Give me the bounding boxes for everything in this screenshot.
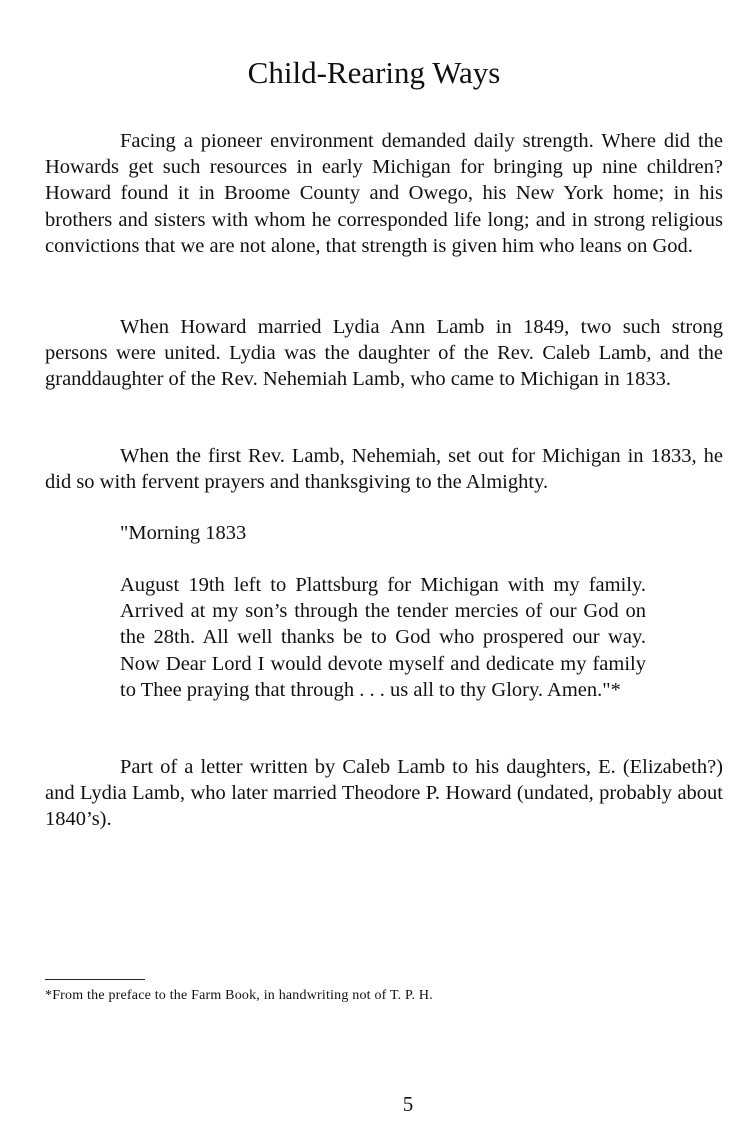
- page-number: 5: [402, 1092, 414, 1116]
- footnote: *From the preface to the Farm Book, in handwriting not of T. P. H.: [45, 988, 433, 1003]
- quote-heading: "Morning 1833: [120, 522, 247, 544]
- body-paragraph-1-text: Facing a pioneer environment demanded daily strength. Where did the Howards get such resources in early Michigan for bringing up nine children? Howard found it in Broome County and Owego, his New York home; in his brothers and sisters with whom he corresponded life long; and in strong religious convictions that we are not alone, that strength is given him who leans on God.: [45, 130, 723, 257]
- closing-paragraph-text: Part of a letter written by Caleb Lamb to his daughters, E. (Elizabeth?) and Lydia Lamb, who later married Theodore P. Howard (undated, probably about 1840’s).: [45, 756, 723, 831]
- body-paragraph-3-text: When the first Rev. Lamb, Nehemiah, set out for Michigan in 1833, he did so with fervent prayers and thanksgiving to the Almighty.: [45, 445, 723, 494]
- page-title: Child-Rearing Ways: [247, 55, 501, 90]
- body-paragraph-2: [45, 314, 723, 393]
- quote-body: August 19th left to Plattsburg for Michigan with my family. Arrived at my son’s through the tender mercies of our God on the 28th. All well thanks be to God who prospered our way. Now Dear Lord I would devote myself and dedicate my family to Thee praying that through . . . us all to thy Glory. Amen."*: [120, 574, 646, 701]
- closing-paragraph: [45, 754, 723, 833]
- body-paragraph-3: [45, 443, 723, 495]
- footnote-rule: [45, 979, 145, 980]
- body-paragraph-2-text: When Howard married Lydia Ann Lamb in 1849, two such strong persons were united. Lydia was the daughter of the Rev. Caleb Lamb, and the granddaughter of the Rev. Nehemiah Lamb, who came to Michigan in 1833.: [45, 316, 723, 391]
- body-paragraph-1: [45, 128, 723, 259]
